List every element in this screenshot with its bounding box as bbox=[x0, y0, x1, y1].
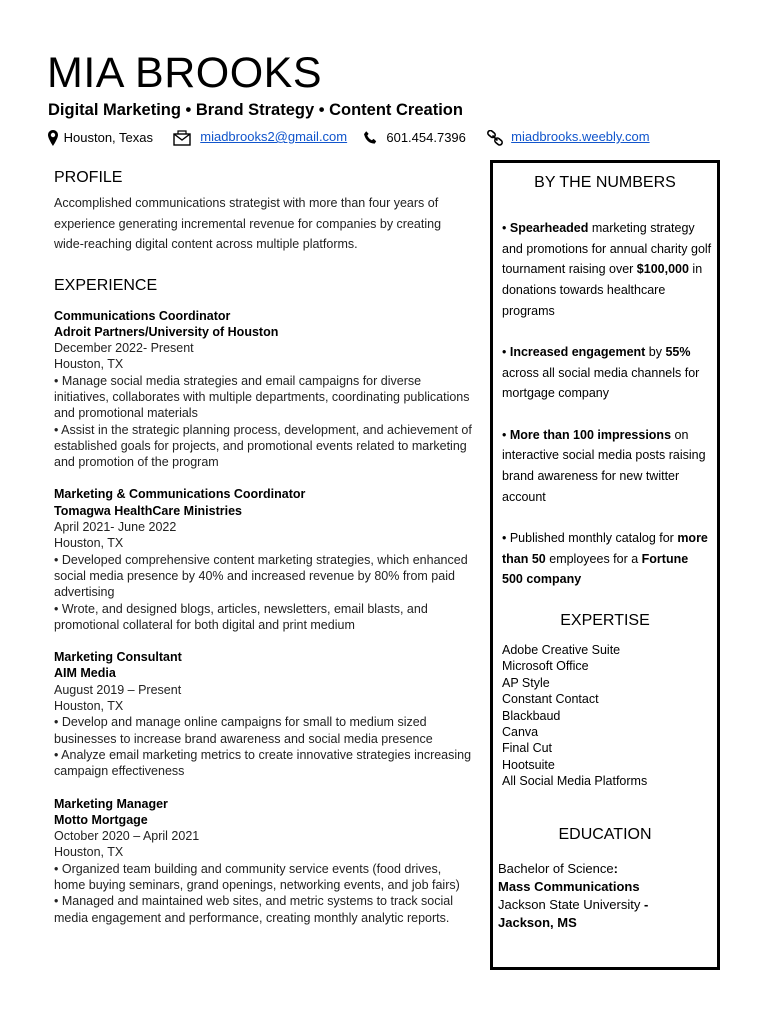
location-text: Houston, Texas bbox=[63, 129, 153, 145]
expertise-item: Blackbaud bbox=[502, 708, 561, 723]
job-entry bbox=[54, 308, 474, 471]
job-entry bbox=[54, 486, 474, 633]
job-dates: December 2022- Present bbox=[54, 341, 194, 356]
expertise-item: Adobe Creative Suite bbox=[502, 643, 621, 658]
envelope-icon bbox=[173, 130, 191, 146]
numbers-item: • Increased engagement by 55% across all social media channels for mortgage company bbox=[502, 345, 700, 401]
major: Mass Communications bbox=[498, 878, 640, 894]
profile-heading: PROFILE bbox=[54, 169, 123, 186]
job-company: Motto Mortgage bbox=[54, 812, 148, 827]
profile-text: Accomplished communications strategist with more than four years of experience generating incremental revenue for companies by creating wide-reaching digital content across multiple platforms. bbox=[54, 196, 442, 251]
expertise-item: All Social Media Platforms bbox=[502, 774, 648, 789]
job-company: Adroit Partners/University of Houston bbox=[54, 324, 279, 339]
sidebar-box bbox=[490, 160, 720, 970]
website-link[interactable]: miadbrooks.weebly.com bbox=[511, 129, 650, 144]
numbers-item: • More than 100 impressions on interactive social media posts raising brand awareness for new twitter account bbox=[502, 427, 706, 504]
job-dates: October 2020 – April 2021 bbox=[54, 829, 200, 844]
email-link[interactable]: miadbrooks2@gmail.com bbox=[200, 129, 348, 144]
expertise-item: Microsoft Office bbox=[502, 659, 589, 674]
expertise-heading: EXPERTISE bbox=[560, 612, 650, 630]
numbers-list bbox=[502, 218, 712, 590]
school-city: Jackson, MS bbox=[498, 914, 577, 930]
job-dates: August 2019 – Present bbox=[54, 682, 182, 697]
job-entry bbox=[54, 649, 474, 779]
job-bullet: • Analyze email marketing metrics to create innovative strategies increasing campaign effectiveness bbox=[54, 747, 472, 779]
job-location: Houston, TX bbox=[54, 845, 124, 860]
job-location: Houston, TX bbox=[54, 699, 124, 714]
job-location: Houston, TX bbox=[54, 357, 124, 372]
job-bullet: • Develop and manage online campaigns for small to medium sized businesses to increase brand awareness and social media presence bbox=[54, 715, 433, 746]
job-title: Marketing Consultant bbox=[54, 650, 182, 665]
job-bullet: • Manage social media strategies and email campaigns for diverse initiatives, collaborates with multiple departments, coordinating publications and promotional materials bbox=[54, 373, 470, 421]
expertise-item: Final Cut bbox=[502, 741, 553, 756]
resume-name: MIA BROOKS bbox=[47, 49, 323, 97]
location-pin-icon bbox=[48, 130, 58, 146]
job-bullet: • Wrote, and designed blogs, articles, newsletters, email blasts, and promotional collateral for both digital and print medium bbox=[54, 601, 428, 632]
expertise-item: Canva bbox=[502, 725, 539, 740]
numbers-item: • Spearheaded marketing strategy and promotions for annual charity golf tournament raising over $100,000 in donations towards healthcare programs bbox=[502, 221, 712, 318]
job-dates: April 2021- June 2022 bbox=[54, 520, 177, 535]
education-heading: EDUCATION bbox=[558, 825, 652, 843]
expertise-item: Hootsuite bbox=[502, 757, 555, 772]
job-company: Tomagwa HealthCare Ministries bbox=[54, 503, 243, 518]
link-icon bbox=[486, 130, 504, 146]
phone-text: 601.454.7396 bbox=[386, 129, 466, 145]
numbers-item: • Published monthly catalog for more than 50 employees for a Fortune 500 company bbox=[502, 530, 708, 587]
job-bullet: • Assist in the strategic planning process, development, and achievement of established goals for projects, and promotional events related to marketing and promotion of the program bbox=[54, 422, 472, 470]
expertise-item: Constant Contact bbox=[502, 692, 599, 707]
expertise-list bbox=[502, 642, 717, 790]
job-bullet: • Developed comprehensive content marketing strategies, which enhanced social media presence by 40% and increased revenue by 80% from paid advertising bbox=[54, 552, 468, 600]
education-entry: Bachelor of Science: Mass Communications Jackson State University - Jackson, MS bbox=[498, 860, 717, 932]
school: Jackson State University bbox=[498, 896, 641, 912]
numbers-heading: BY THE NUMBERS bbox=[534, 174, 676, 191]
expertise-item: AP Style bbox=[502, 675, 550, 690]
job-bullet: • Organized team building and community service events (food drives, home buying seminars, grand openings, networking events, and job fairs) bbox=[54, 861, 460, 892]
job-title: Communications Coordinator bbox=[54, 308, 231, 323]
job-bullet: • Managed and maintained web sites, and metric systems to track social media engagement and performance, creating monthly analytic reports. bbox=[54, 894, 454, 925]
phone-icon bbox=[363, 130, 379, 146]
degree: Bachelor of Science bbox=[498, 860, 614, 876]
job-company: AIM Media bbox=[54, 666, 116, 681]
tagline: Digital Marketing • Brand Strategy • Content Creation bbox=[48, 101, 463, 119]
job-location: Houston, TX bbox=[54, 536, 124, 551]
job-title: Marketing Manager bbox=[54, 796, 168, 811]
experience-heading: EXPERIENCE bbox=[54, 276, 158, 294]
job-entry bbox=[54, 796, 474, 926]
job-title: Marketing & Communications Coordinator bbox=[54, 487, 306, 502]
contact-bar bbox=[48, 127, 650, 148]
left-column bbox=[54, 166, 474, 926]
